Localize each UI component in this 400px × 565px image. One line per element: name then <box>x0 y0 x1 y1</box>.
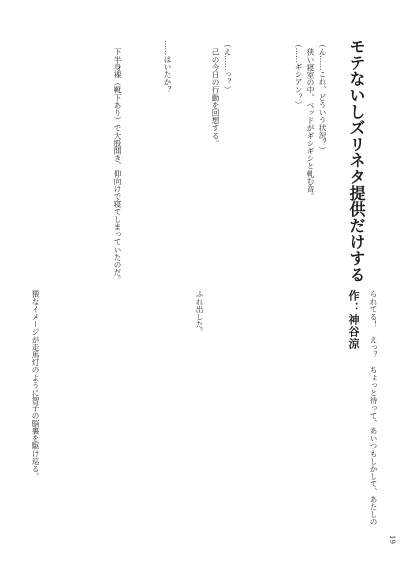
text-column: 狭い寝室の中、ベッドがギシギシと軋む音。 <box>306 48 315 200</box>
text-column: 下半身裸（靴下あり）で大股開き、仰向けで寝てしまっていたのだ。 <box>113 48 122 284</box>
text-column: ……はいたか？ <box>163 40 172 94</box>
text-column: 己の今日の行動を回想する。 <box>211 48 220 147</box>
text-column: （え……っ？） <box>223 40 232 94</box>
text-column: （……ギシアン？） <box>294 40 303 109</box>
text-column: られてる！ えっ？ ちょっと待って、あいつもしかして、あたしの <box>369 290 378 526</box>
text-column: （ん……これ、どういう状況？） <box>318 40 327 154</box>
text-column: 猥なイメージが走馬灯のように智子の脳裏を駆け巡る。 <box>31 290 40 480</box>
text-column: ふれ出した。 <box>195 290 204 336</box>
page-number: 19 <box>388 535 396 544</box>
author-credit: 作：神谷涼 <box>347 290 360 350</box>
story-title: モテないしズリネタ提供だけする <box>347 38 366 283</box>
